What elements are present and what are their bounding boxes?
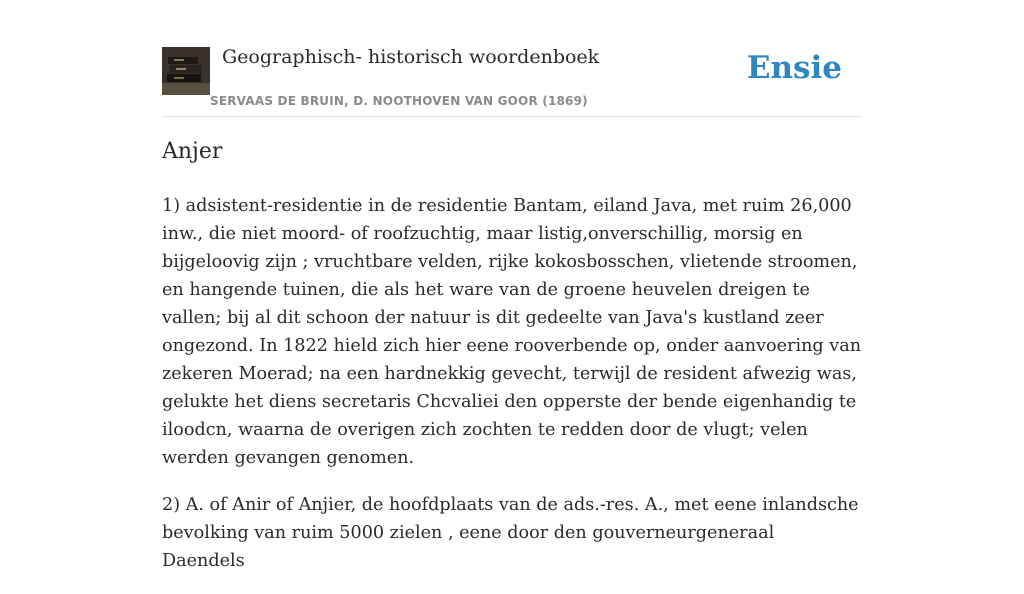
- entry-content: [162, 192, 862, 594]
- entry-paragraph-2: 2) A. of Anir of Anjier, de hoofdplaats van de ads.-res. A., met eene inlandsche bevolking van ruim 5000 zielen , eene door den gouverneurgeneraal Daendels: [162, 495, 859, 571]
- book-authors: SERVAAS DE BRUIN, D. NOOTHOVEN VAN GOOR (1869): [210, 94, 588, 108]
- entry-title: Anjer: [162, 139, 223, 164]
- book-cover-icon: [162, 47, 210, 95]
- page-container: [162, 0, 862, 571]
- ensie-logo-link[interactable]: Ensie: [746, 50, 842, 86]
- book-header: [162, 0, 862, 117]
- entry-paragraph-1: 1) adsistent-residentie in de residentie Bantam, eiland Java, met ruim 26,000 inw., die niet moord- of roofzuchtig, maar listig,onverschillig, morsig en bijgeloovig zijn ; vruchtbare velden, rijke kokosbosschen, vlietende stroomen, en hangende tuinen, die als het ware van de groene heuvelen dreigen te vallen; bij al dit schoon der natuur is dit gedeelte van Java's kustland zeer ongezond. In 1822 hield zich hier eene rooverbende op, onder aanvoering van zekeren Moerad; na een hardnekkig gevecht, terwijl de resident afwezig was, gelukte het diens secretaris Chcvaliei den opperste der bende eigenhandig te iloodcn, waarna de overigen zich zochten te redden door de vlugt; velen werden gevangen genomen.: [162, 196, 862, 468]
- book-title[interactable]: Geographisch- historisch woordenboek: [222, 46, 600, 68]
- book-cover-avatar[interactable]: [162, 47, 210, 95]
